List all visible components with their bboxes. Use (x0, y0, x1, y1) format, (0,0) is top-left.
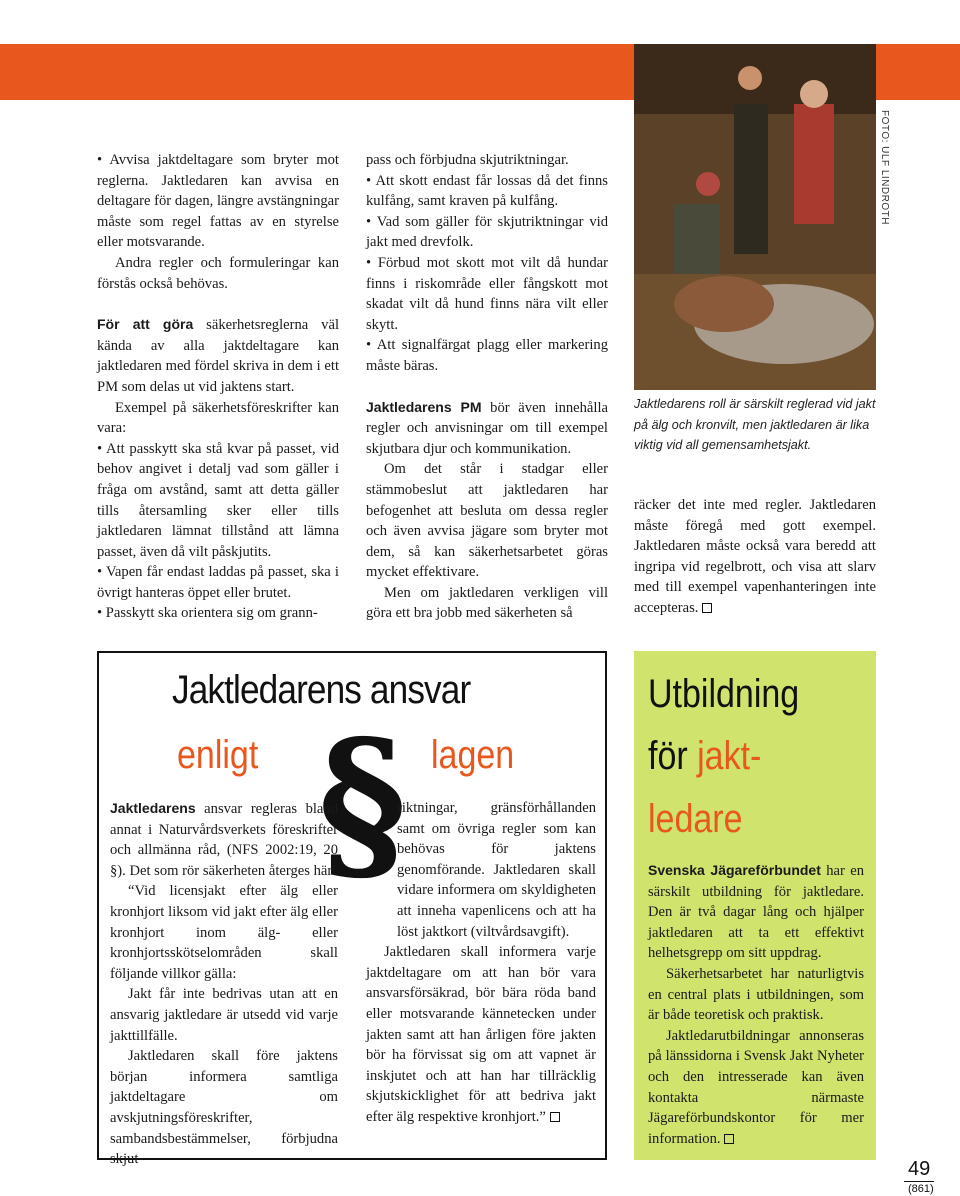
training-box-title-line1: Utbildning (648, 672, 800, 716)
bullet-item: • Att signalfärgat plagg eller markering måste bäras. (366, 337, 608, 374)
paragraph: Exempel på säkerhetsföreskrifter kan vara: (97, 399, 339, 437)
bullet-item: • Vad som gäller för skjutriktningar vid jakt med drevfolk. (366, 213, 608, 251)
training-box-text (648, 860, 864, 1149)
quote-paragraph: “Vid licensjakt efter älg eller kronhjort liksom vid jakt efter älg eller kronhjort inom älg- eller kronhjortsskötselområden skall följande villkor gälla: (110, 883, 338, 982)
law-box-right-text (366, 798, 596, 1128)
paragraph-text: säkerhetsreglerna väl kända av alla jaktdeltagare kan jaktledaren med fördel skriva in dem i ett PM som delas ut vid jaktens start. (97, 317, 339, 395)
law-box-subtitle-left: enligt (177, 733, 259, 777)
paragraph: Om det står i stadgar eller stämmobeslut att jaktledaren har befogenhet att besluta om dessa regler och även avvisa jägare som bryter mot dem, så kan säkerhetsarbetet göras mycket effektivare. (366, 461, 608, 581)
bullet-item: • Att passkytt ska stå kvar på passet, vid behov angivet i detalj vad som gäller i fråga om avstånd, samt att detta gäller tills återsamling sker eller tills jaktledaren lämnat tillstånd att lämna passet, även då vilt påskjutits. (97, 440, 339, 560)
training-box-title-line3: ledare (648, 797, 743, 841)
hunters-photo (634, 44, 876, 390)
bullet-item: • Att skott endast får lossas då det finns kulfång, samt kraven på kulfång. (366, 172, 608, 210)
paragraph-text: räcker det inte med regler. Jaktledaren måste föregå med gott exempel. Jaktledaren måste också vara beredd att ingripa vid regelbrott, och visa att slarv med till exempel vapenhanteringen inte accepteras. (634, 497, 876, 616)
quote-paragraph: Jakt får inte bedrivas utan att en ansvarig jaktledare är utsedd vid varje jakttillfälle. (110, 986, 338, 1044)
paragraph-text: Jaktledarutbildningar annonseras på länssidorna i Svensk Jakt Nyheter och den intresserade kan även kontakta närmaste Jägareförbundskontor för mer information. (648, 1027, 864, 1147)
paragraph (648, 860, 864, 964)
photo-caption: Jaktledarens roll är särskilt reglerad vid jakt på älg och kronvilt, men jaktledaren är lika viktig vid all gemensamhetsjakt. (634, 397, 876, 452)
lead-in: Jaktledarens PM (366, 398, 482, 415)
end-mark-icon (550, 1112, 560, 1122)
paragraph-text: ansvar regleras bland annat i Naturvårdsverkets föreskrifter och allmänna råd, (NFS 2002:19, 20 §). Det som rör säkerheten återges här: (110, 801, 338, 879)
bullet-item: • Avvisa jaktdeltagare som bryter mot reglerna. Jaktledaren kan avvisa en deltagare för dagen, längre avstängningar måste som regel fattas av en styrelse eller motsvarande. (97, 152, 339, 251)
page-number-divider (904, 1181, 934, 1182)
paragraph (366, 942, 596, 1127)
paragraph (97, 314, 339, 397)
end-mark-icon (724, 1134, 734, 1144)
page-number: 49 (908, 1158, 931, 1180)
paragraph (648, 1026, 864, 1150)
photo-credit: FOTO: ULF LINDROTH (879, 110, 890, 225)
paragraph: Andra regler och formuleringar kan förstås också behövas. (97, 254, 339, 292)
paragraph (634, 495, 876, 619)
paragraph: Säkerhetsarbetet har naturligtvis en central plats i utbildningen, som är både teoretisk och praktisk. (648, 965, 864, 1024)
paragraph (110, 798, 338, 881)
training-box-title-line2 (648, 734, 761, 779)
title-part-accent: jakt- (697, 734, 762, 778)
column-1 (97, 150, 339, 624)
paragraph (366, 397, 608, 460)
column-2 (366, 150, 608, 624)
lead-in: För att göra (97, 316, 194, 333)
column-3 (634, 495, 876, 619)
paragraph-text: Jaktledaren skall informera varje jaktdeltagare om att han bör vara ansvarsförsäkrad, bör bära röda band eller motsvarande kännetecken under jakten samt att han årligen före jakten bör ha förvissat sig om att vapnet är inskjutet och att han har tillräcklig skjutskicklighet för att bedriva jakt efter älg respektive kronhjort.” (366, 944, 596, 1125)
bullet-item: • Passkytt ska orientera sig om grann- (97, 605, 318, 622)
end-mark-icon (702, 603, 712, 613)
law-box-left-text (110, 798, 338, 1170)
paragraph-text: har en särskilt utbildning för jaktledare. Den är två dagar lång och hjälper jaktledaren att ta ett effektivt helhetsgrepp om sitt uppdrag. (648, 863, 864, 962)
section-sign-icon: § (318, 703, 407, 903)
title-part: för (648, 734, 698, 778)
bullet-item: • Förbud mot skott mot vilt då hundar finns i riskområde eller fångskott mot skadat vilt då hund finns nära vilt eller skytt. (366, 254, 608, 333)
paragraph: Men om jaktledaren verkligen vill göra ett bra jobb med säkerheten så (366, 584, 608, 622)
law-box-title: Jaktledarens ansvar (172, 668, 471, 712)
paragraph: riktningar, gränsförhållanden samt om övriga regler som kan behövas för jaktens genomförande. Jaktledaren skall vidare informera om skyldigheten att inneha vapenlicens och att ha löst jaktkort (viltvårdsavgift). (397, 800, 596, 940)
lead-in: Svenska Jägareförbundet (648, 862, 821, 878)
lead-in: Jaktledarens (110, 800, 196, 816)
bullet-item: • Vapen får endast laddas på passet, ska i övrigt hanteras öppet eller brutet. (97, 564, 339, 601)
paragraph-text: bör även innehålla regler och anvisningar om till exempel skjutbara djur och kommunikation. (366, 399, 608, 457)
quote-paragraph: Jaktledaren skall före jaktens början informera samtliga jaktdeltagare om avskjutningsföreskrifter, sambandsbestämmelser, förbjudna skjut- (110, 1048, 338, 1168)
paragraph: pass och förbjudna skjutriktningar. (366, 152, 569, 168)
page-number-sub: (861) (908, 1183, 934, 1195)
law-box-subtitle-right: lagen (431, 733, 515, 777)
